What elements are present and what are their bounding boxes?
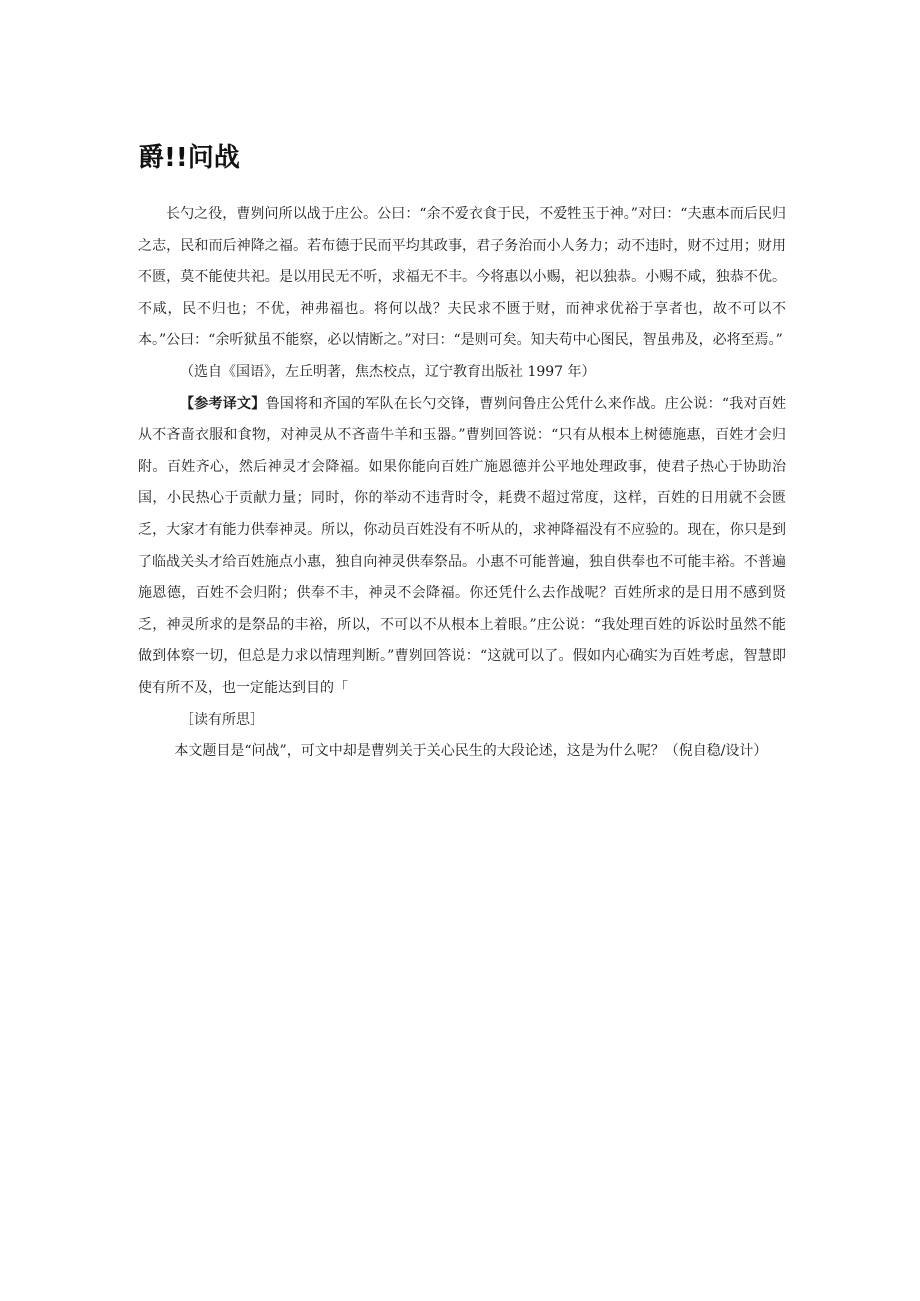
document-body [138,199,786,768]
translation-paragraph [138,389,786,705]
reflection-question: 本文题目是“问战”，可文中却是曹刿关于关心民生的大段论述，这是为什么呢？（倪自稳/设计） [174,743,768,760]
reflection-heading: ［读有所思］ [180,711,264,728]
translation-text: 鲁国将和齐国的军队在长勺交锋，曹刿问鲁庄公凭什么来作战。庄公说：“我对百姓从不吝啬衣服和食物，对神灵从不吝啬牛羊和玉器。”曹刿回答说：“只有从根本上树德施惠，百姓才会归附。百姓齐心，然后神灵才会降福。如果你能向百姓广施恩德并公平地处理政事，使君子热心于协助治国，小民热心于贡献力量；同时，你的举动不违背时令，耗费不超过常度，这样，百姓的日用就不会匮乏，大家才有能力供奉神灵。所以，你动员百姓没有不听从的，求神降福没有不应验的。现在，你只是到了临战关头才给百姓施点小惠，独自向神灵供奉祭品。小惠不可能普遍，独自供奉也不可能丰裕。不普遍施恩德，百姓不会归附；供奉不丰，神灵不会降福。你还凭什么去作战呢？百姓所求的是日用不感到贤乏，神灵所求的是祭品的丰裕，所以，不可以不从根本上着眼。”庄公说：“我处理百姓的诉讼时虽然不能做到体察一切，但总是力求以情理判断。”曹刿回答说：“这就可以了。假如内心确实为百姓考虑，智慧即使有所不及，也一定能达到目的「 [138,395,787,696]
page-title: 爵!!问战 [138,143,240,173]
original-text-paragraph: 长勺之役，曹刿问所以战于庄公。公曰：“余不爱衣食于民，不爱牲玉于神。”对曰：“夫惠本而后民归之志，民和而后神降之福。若布德于民而平均其政事，君子务治而小人务力；动不违时，财不过用；财用不匮，莫不能使共祀。是以用民无不听，求福无不丰。今将惠以小赐，祀以独恭。小赐不咸，独恭不优。不咸，民不归也；不优，神弗福也。将何以战？夫民求不匮于财，而神求优裕于享者也，故不可以不本。”公曰：“余听狱虽不能察，必以情断之。”对曰：“是则可矣。知夫苟中心图民，智虽弗及，必将至焉。” [138,206,786,349]
translation-label: 【参考译文】 [180,395,266,412]
source-citation: （选自《国语》，左丘明著，焦杰校点，辽宁教育出版社 1997 年） [180,363,596,380]
